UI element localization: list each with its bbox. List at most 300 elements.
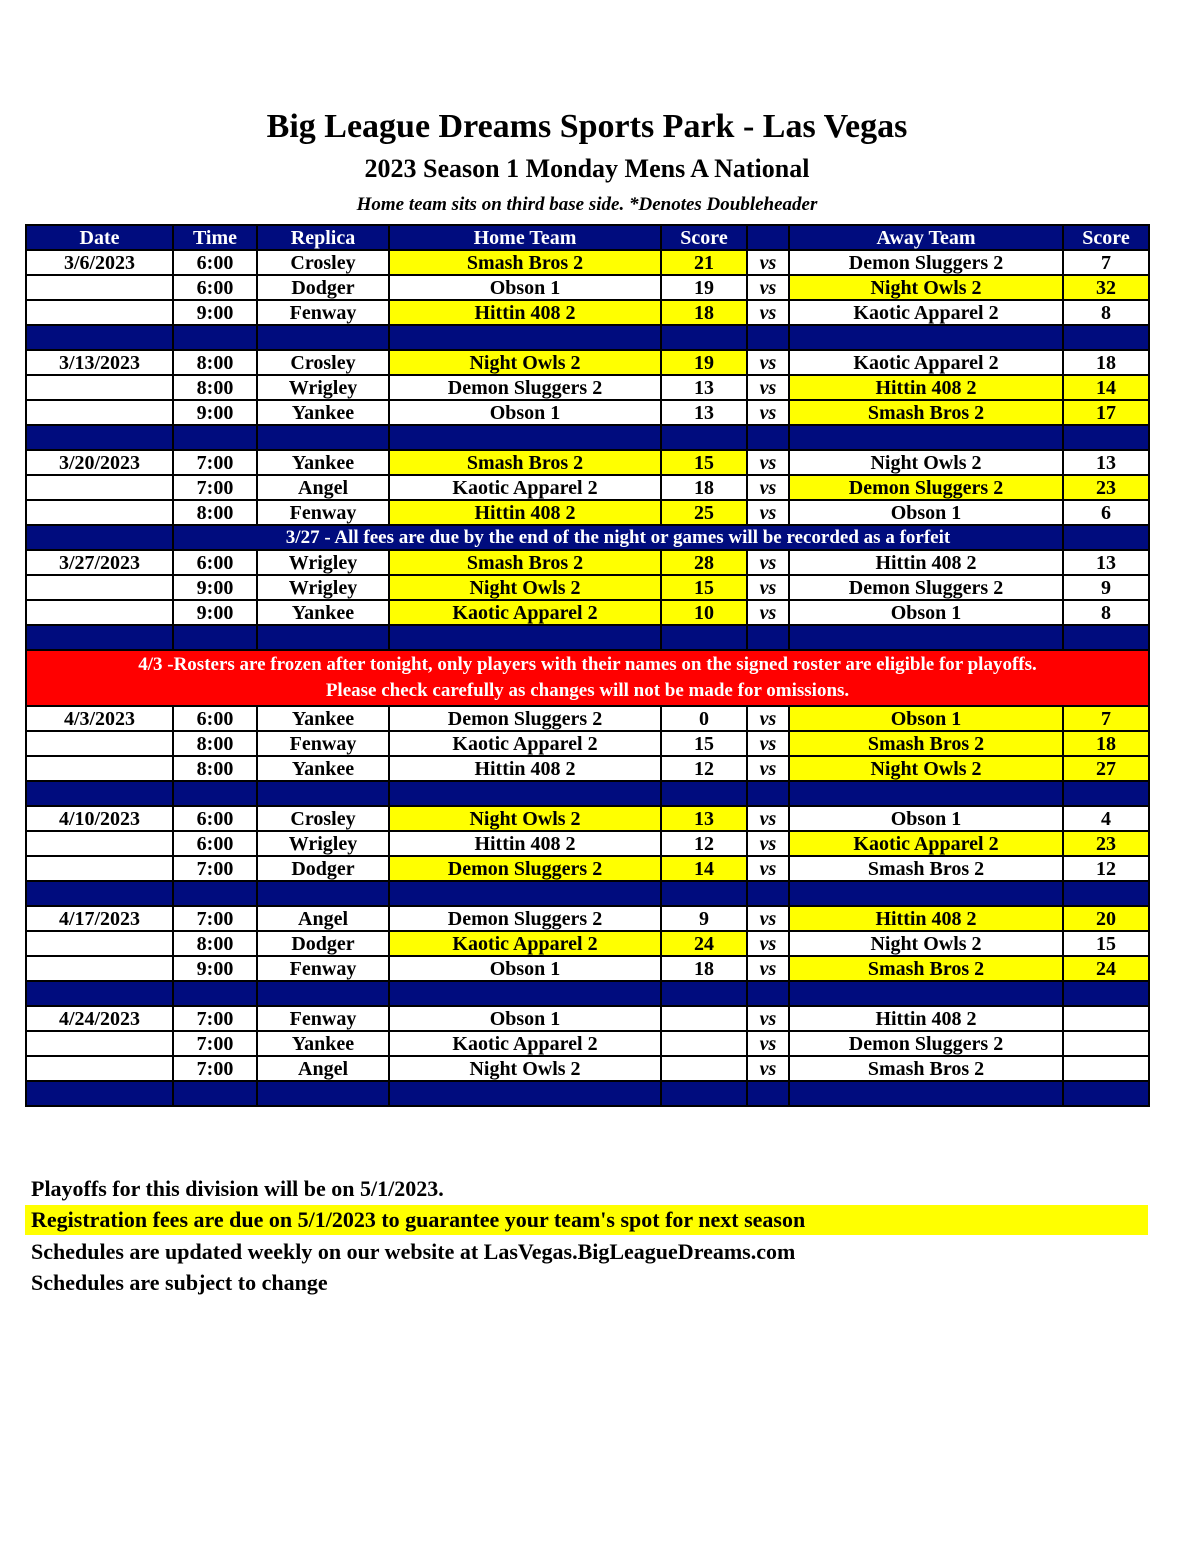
home-team-cell: Hittin 408 2 <box>389 500 661 525</box>
week-separator <box>26 325 1149 350</box>
date-cell: 4/3/2023 <box>26 706 173 731</box>
away-score-cell: 13 <box>1063 450 1149 475</box>
home-team-cell: Demon Sluggers 2 <box>389 906 661 931</box>
separator-cell <box>173 325 257 350</box>
away-score-cell: 18 <box>1063 731 1149 756</box>
week-separator <box>26 425 1149 450</box>
home-team-cell: Smash Bros 2 <box>389 450 661 475</box>
away-score-cell: 15 <box>1063 931 1149 956</box>
time-cell: 8:00 <box>173 375 257 400</box>
replica-cell: Dodger <box>257 275 389 300</box>
table-header-row <box>26 225 1149 250</box>
separator-cell <box>789 881 1063 906</box>
time-cell: 9:00 <box>173 956 257 981</box>
home-score-cell <box>661 1056 747 1081</box>
table-row <box>26 831 1149 856</box>
vs-label: vs <box>747 500 789 525</box>
home-score-cell: 10 <box>661 600 747 625</box>
home-team-cell: Demon Sluggers 2 <box>389 856 661 881</box>
separator-cell <box>257 781 389 806</box>
home-team-cell: Obson 1 <box>389 275 661 300</box>
time-cell: 9:00 <box>173 575 257 600</box>
away-score-cell: 7 <box>1063 706 1149 731</box>
replica-cell: Crosley <box>257 350 389 375</box>
home-team-cell: Night Owls 2 <box>389 1056 661 1081</box>
table-row <box>26 706 1149 731</box>
table-row <box>26 731 1149 756</box>
separator-cell <box>257 425 389 450</box>
notice-row <box>26 525 1149 550</box>
table-row <box>26 575 1149 600</box>
away-score-cell: 27 <box>1063 756 1149 781</box>
notice-blank <box>1063 525 1149 550</box>
separator-cell <box>789 425 1063 450</box>
table-row <box>26 806 1149 831</box>
home-team-cell: Night Owls 2 <box>389 350 661 375</box>
replica-cell: Fenway <box>257 956 389 981</box>
vs-label: vs <box>747 956 789 981</box>
table-row <box>26 300 1149 325</box>
page-subtitle: 2023 Season 1 Monday Mens A National <box>364 154 810 183</box>
separator-cell <box>26 625 173 650</box>
roster-alert-line: Please check carefully as changes will not be made for omissions. <box>325 680 850 701</box>
home-team-cell: Hittin 408 2 <box>389 756 661 781</box>
away-team-cell: Hittin 408 2 <box>789 906 1063 931</box>
home-team-cell: Kaotic Apparel 2 <box>389 1031 661 1056</box>
away-score-cell <box>1063 1031 1149 1056</box>
separator-cell <box>173 425 257 450</box>
time-cell: 7:00 <box>173 475 257 500</box>
separator-cell <box>661 1081 747 1106</box>
separator-cell <box>257 1081 389 1106</box>
away-team-cell: Smash Bros 2 <box>789 956 1063 981</box>
home-score-cell: 13 <box>661 806 747 831</box>
home-score-cell <box>661 1006 747 1031</box>
separator-cell <box>257 325 389 350</box>
away-score-cell <box>1063 1006 1149 1031</box>
home-team-cell: Hittin 408 2 <box>389 300 661 325</box>
away-team-cell: Obson 1 <box>789 500 1063 525</box>
away-team-cell: Night Owls 2 <box>789 756 1063 781</box>
column-header-home-score: Score <box>661 225 747 250</box>
separator-cell <box>26 1081 173 1106</box>
replica-cell: Fenway <box>257 731 389 756</box>
separator-cell <box>1063 425 1149 450</box>
date-cell: 4/17/2023 <box>26 906 173 931</box>
away-team-cell: Smash Bros 2 <box>789 731 1063 756</box>
home-team-cell: Hittin 408 2 <box>389 831 661 856</box>
table-row <box>26 1031 1149 1056</box>
vs-label: vs <box>747 475 789 500</box>
away-score-cell: 6 <box>1063 500 1149 525</box>
time-cell: 8:00 <box>173 731 257 756</box>
home-score-cell: 15 <box>661 450 747 475</box>
home-score-cell: 18 <box>661 956 747 981</box>
vs-label: vs <box>747 575 789 600</box>
table-row <box>26 350 1149 375</box>
date-cell <box>26 1056 173 1081</box>
home-team-cell: Demon Sluggers 2 <box>389 375 661 400</box>
separator-cell <box>747 425 789 450</box>
separator-cell <box>789 981 1063 1006</box>
column-header-date: Date <box>26 225 173 250</box>
separator-cell <box>789 325 1063 350</box>
separator-cell <box>1063 881 1149 906</box>
week-separator <box>26 881 1149 906</box>
time-cell: 9:00 <box>173 400 257 425</box>
home-team-cell: Night Owls 2 <box>389 575 661 600</box>
date-cell <box>26 600 173 625</box>
date-cell <box>26 956 173 981</box>
home-team-cell: Obson 1 <box>389 956 661 981</box>
vs-label: vs <box>747 550 789 575</box>
week-separator <box>26 1081 1149 1106</box>
vs-label: vs <box>747 731 789 756</box>
table-row <box>26 756 1149 781</box>
separator-cell <box>257 981 389 1006</box>
vs-label: vs <box>747 906 789 931</box>
date-cell <box>26 275 173 300</box>
time-cell: 6:00 <box>173 706 257 731</box>
away-score-cell: 18 <box>1063 350 1149 375</box>
week-separator <box>26 781 1149 806</box>
away-score-cell: 23 <box>1063 831 1149 856</box>
away-team-cell: Demon Sluggers 2 <box>789 250 1063 275</box>
table-row <box>26 450 1149 475</box>
replica-cell: Crosley <box>257 806 389 831</box>
vs-label: vs <box>747 375 789 400</box>
away-team-cell: Demon Sluggers 2 <box>789 1031 1063 1056</box>
time-cell: 6:00 <box>173 275 257 300</box>
website-note: Schedules are updated weekly on our website at LasVegas.BigLeagueDreams.com <box>31 1239 796 1264</box>
separator-cell <box>747 981 789 1006</box>
date-cell <box>26 500 173 525</box>
separator-cell <box>173 1081 257 1106</box>
replica-cell: Dodger <box>257 856 389 881</box>
separator-cell <box>389 625 661 650</box>
separator-cell <box>173 625 257 650</box>
separator-cell <box>389 325 661 350</box>
home-score-cell: 15 <box>661 575 747 600</box>
table-row <box>26 600 1149 625</box>
date-cell: 3/6/2023 <box>26 250 173 275</box>
away-score-cell <box>1063 1056 1149 1081</box>
home-score-cell: 25 <box>661 500 747 525</box>
home-score-cell: 18 <box>661 475 747 500</box>
column-header-vs <box>747 225 789 250</box>
replica-cell: Yankee <box>257 600 389 625</box>
table-row <box>26 375 1149 400</box>
away-team-cell: Obson 1 <box>789 600 1063 625</box>
column-header-away-score: Score <box>1063 225 1149 250</box>
separator-cell <box>747 1081 789 1106</box>
away-team-cell: Kaotic Apparel 2 <box>789 350 1063 375</box>
time-cell: 7:00 <box>173 856 257 881</box>
replica-cell: Angel <box>257 475 389 500</box>
table-row <box>26 931 1149 956</box>
away-team-cell: Hittin 408 2 <box>789 1006 1063 1031</box>
separator-cell <box>1063 981 1149 1006</box>
replica-cell: Angel <box>257 906 389 931</box>
home-team-cell: Kaotic Apparel 2 <box>389 600 661 625</box>
separator-cell <box>26 425 173 450</box>
time-cell: 6:00 <box>173 831 257 856</box>
header-note: Home team sits on third base side. *Denotes Doubleheader <box>356 194 818 215</box>
change-note: Schedules are subject to change <box>31 1270 328 1295</box>
time-cell: 7:00 <box>173 450 257 475</box>
table-row <box>26 250 1149 275</box>
schedule-table <box>25 224 1150 1107</box>
separator-cell <box>661 425 747 450</box>
replica-cell: Yankee <box>257 706 389 731</box>
away-team-cell: Smash Bros 2 <box>789 400 1063 425</box>
away-score-cell: 8 <box>1063 600 1149 625</box>
away-team-cell: Obson 1 <box>789 806 1063 831</box>
home-team-cell: Night Owls 2 <box>389 806 661 831</box>
home-score-cell: 13 <box>661 400 747 425</box>
replica-cell: Fenway <box>257 500 389 525</box>
home-team-cell: Kaotic Apparel 2 <box>389 731 661 756</box>
vs-label: vs <box>747 831 789 856</box>
replica-cell: Yankee <box>257 450 389 475</box>
away-team-cell: Demon Sluggers 2 <box>789 475 1063 500</box>
separator-cell <box>26 981 173 1006</box>
replica-cell: Yankee <box>257 756 389 781</box>
replica-cell: Dodger <box>257 931 389 956</box>
replica-cell: Crosley <box>257 250 389 275</box>
away-score-cell: 9 <box>1063 575 1149 600</box>
separator-cell <box>257 625 389 650</box>
table-row <box>26 500 1149 525</box>
date-cell <box>26 300 173 325</box>
away-team-cell: Night Owls 2 <box>789 450 1063 475</box>
date-cell <box>26 375 173 400</box>
replica-cell: Angel <box>257 1056 389 1081</box>
week-separator <box>26 625 1149 650</box>
home-team-cell: Demon Sluggers 2 <box>389 706 661 731</box>
replica-cell: Yankee <box>257 400 389 425</box>
away-score-cell: 32 <box>1063 275 1149 300</box>
roster-alert-line: 4/3 -Rosters are frozen after tonight, only players with their names on the signed roster are eligible for playoffs. <box>138 654 1037 675</box>
separator-cell <box>257 881 389 906</box>
separator-cell <box>389 1081 661 1106</box>
vs-label: vs <box>747 856 789 881</box>
home-score-cell: 9 <box>661 906 747 931</box>
time-cell: 9:00 <box>173 600 257 625</box>
separator-cell <box>173 881 257 906</box>
separator-cell <box>1063 781 1149 806</box>
table-row <box>26 956 1149 981</box>
vs-label: vs <box>747 350 789 375</box>
separator-cell <box>789 625 1063 650</box>
schedule-body <box>26 250 1149 1106</box>
separator-cell <box>661 325 747 350</box>
home-score-cell: 15 <box>661 731 747 756</box>
date-cell <box>26 475 173 500</box>
replica-cell: Wrigley <box>257 550 389 575</box>
away-score-cell: 7 <box>1063 250 1149 275</box>
time-cell: 8:00 <box>173 350 257 375</box>
registration-note: Registration fees are due on 5/1/2023 to guarantee your team's spot for next season <box>25 1205 1148 1235</box>
time-cell: 6:00 <box>173 250 257 275</box>
separator-cell <box>747 325 789 350</box>
roster-alert-row <box>26 650 1149 706</box>
time-cell: 9:00 <box>173 300 257 325</box>
roster-alert <box>26 650 1149 706</box>
away-team-cell: Kaotic Apparel 2 <box>789 300 1063 325</box>
table-row <box>26 1006 1149 1031</box>
away-team-cell: Night Owls 2 <box>789 931 1063 956</box>
vs-label: vs <box>747 1056 789 1081</box>
away-score-cell: 20 <box>1063 906 1149 931</box>
replica-cell: Yankee <box>257 1031 389 1056</box>
date-cell <box>26 931 173 956</box>
table-row <box>26 400 1149 425</box>
away-score-cell: 23 <box>1063 475 1149 500</box>
time-cell: 6:00 <box>173 550 257 575</box>
column-header-home-team: Home Team <box>389 225 661 250</box>
away-score-cell: 8 <box>1063 300 1149 325</box>
home-score-cell: 12 <box>661 831 747 856</box>
home-score-cell: 19 <box>661 350 747 375</box>
separator-cell <box>389 981 661 1006</box>
column-header-time: Time <box>173 225 257 250</box>
away-team-cell: Demon Sluggers 2 <box>789 575 1063 600</box>
vs-label: vs <box>747 300 789 325</box>
separator-cell <box>389 425 661 450</box>
time-cell: 8:00 <box>173 756 257 781</box>
column-header-away-team: Away Team <box>789 225 1063 250</box>
time-cell: 7:00 <box>173 1056 257 1081</box>
separator-cell <box>747 781 789 806</box>
date-cell <box>26 1031 173 1056</box>
home-team-cell: Kaotic Apparel 2 <box>389 475 661 500</box>
home-score-cell: 21 <box>661 250 747 275</box>
separator-cell <box>747 881 789 906</box>
vs-label: vs <box>747 1006 789 1031</box>
date-cell <box>26 575 173 600</box>
time-cell: 7:00 <box>173 1031 257 1056</box>
vs-label: vs <box>747 706 789 731</box>
away-team-cell: Smash Bros 2 <box>789 856 1063 881</box>
away-score-cell: 17 <box>1063 400 1149 425</box>
time-cell: 7:00 <box>173 1006 257 1031</box>
time-cell: 7:00 <box>173 906 257 931</box>
home-score-cell: 19 <box>661 275 747 300</box>
home-score-cell: 12 <box>661 756 747 781</box>
separator-cell <box>661 881 747 906</box>
replica-cell: Wrigley <box>257 831 389 856</box>
away-score-cell: 14 <box>1063 375 1149 400</box>
separator-cell <box>26 881 173 906</box>
table-row <box>26 856 1149 881</box>
vs-label: vs <box>747 806 789 831</box>
vs-label: vs <box>747 450 789 475</box>
date-cell <box>26 756 173 781</box>
separator-cell <box>1063 625 1149 650</box>
replica-cell: Fenway <box>257 1006 389 1031</box>
home-team-cell: Obson 1 <box>389 1006 661 1031</box>
time-cell: 6:00 <box>173 806 257 831</box>
home-score-cell: 13 <box>661 375 747 400</box>
table-row <box>26 1056 1149 1081</box>
vs-label: vs <box>747 275 789 300</box>
away-score-cell: 12 <box>1063 856 1149 881</box>
time-cell: 8:00 <box>173 500 257 525</box>
separator-cell <box>26 781 173 806</box>
table-row <box>26 475 1149 500</box>
table-row <box>26 275 1149 300</box>
vs-label: vs <box>747 1031 789 1056</box>
home-score-cell: 14 <box>661 856 747 881</box>
vs-label: vs <box>747 250 789 275</box>
date-cell <box>26 731 173 756</box>
away-team-cell: Obson 1 <box>789 706 1063 731</box>
date-cell: 3/20/2023 <box>26 450 173 475</box>
vs-label: vs <box>747 756 789 781</box>
separator-cell <box>789 1081 1063 1106</box>
vs-label: vs <box>747 400 789 425</box>
date-cell <box>26 831 173 856</box>
vs-label: vs <box>747 600 789 625</box>
column-header-replica: Replica <box>257 225 389 250</box>
separator-cell <box>1063 325 1149 350</box>
away-team-cell: Kaotic Apparel 2 <box>789 831 1063 856</box>
date-cell <box>26 400 173 425</box>
date-cell: 4/24/2023 <box>26 1006 173 1031</box>
home-team-cell: Obson 1 <box>389 400 661 425</box>
replica-cell: Wrigley <box>257 575 389 600</box>
table-row <box>26 550 1149 575</box>
date-cell <box>26 856 173 881</box>
away-score-cell: 24 <box>1063 956 1149 981</box>
separator-cell <box>173 981 257 1006</box>
fee-notice: 3/27 - All fees are due by the end of the night or games will be recorded as a forfeit <box>173 525 1063 550</box>
separator-cell <box>389 881 661 906</box>
notice-blank <box>26 525 173 550</box>
vs-label: vs <box>747 931 789 956</box>
separator-cell <box>1063 1081 1149 1106</box>
home-score-cell: 0 <box>661 706 747 731</box>
separator-cell <box>26 325 173 350</box>
home-team-cell: Kaotic Apparel 2 <box>389 931 661 956</box>
page-title: Big League Dreams Sports Park - Las Vegas <box>266 108 908 145</box>
date-cell: 4/10/2023 <box>26 806 173 831</box>
away-team-cell: Smash Bros 2 <box>789 1056 1063 1081</box>
away-score-cell: 4 <box>1063 806 1149 831</box>
separator-cell <box>389 781 661 806</box>
week-separator <box>26 981 1149 1006</box>
home-team-cell: Smash Bros 2 <box>389 550 661 575</box>
table-row <box>26 906 1149 931</box>
separator-cell <box>661 625 747 650</box>
replica-cell: Fenway <box>257 300 389 325</box>
date-cell: 3/27/2023 <box>26 550 173 575</box>
home-score-cell: 28 <box>661 550 747 575</box>
home-score-cell: 18 <box>661 300 747 325</box>
separator-cell <box>789 781 1063 806</box>
away-team-cell: Hittin 408 2 <box>789 550 1063 575</box>
away-score-cell: 13 <box>1063 550 1149 575</box>
home-score-cell <box>661 1031 747 1056</box>
separator-cell <box>747 625 789 650</box>
away-team-cell: Night Owls 2 <box>789 275 1063 300</box>
playoffs-note: Playoffs for this division will be on 5/1/2023. <box>31 1176 444 1201</box>
home-team-cell: Smash Bros 2 <box>389 250 661 275</box>
away-team-cell: Hittin 408 2 <box>789 375 1063 400</box>
separator-cell <box>661 781 747 806</box>
date-cell: 3/13/2023 <box>26 350 173 375</box>
